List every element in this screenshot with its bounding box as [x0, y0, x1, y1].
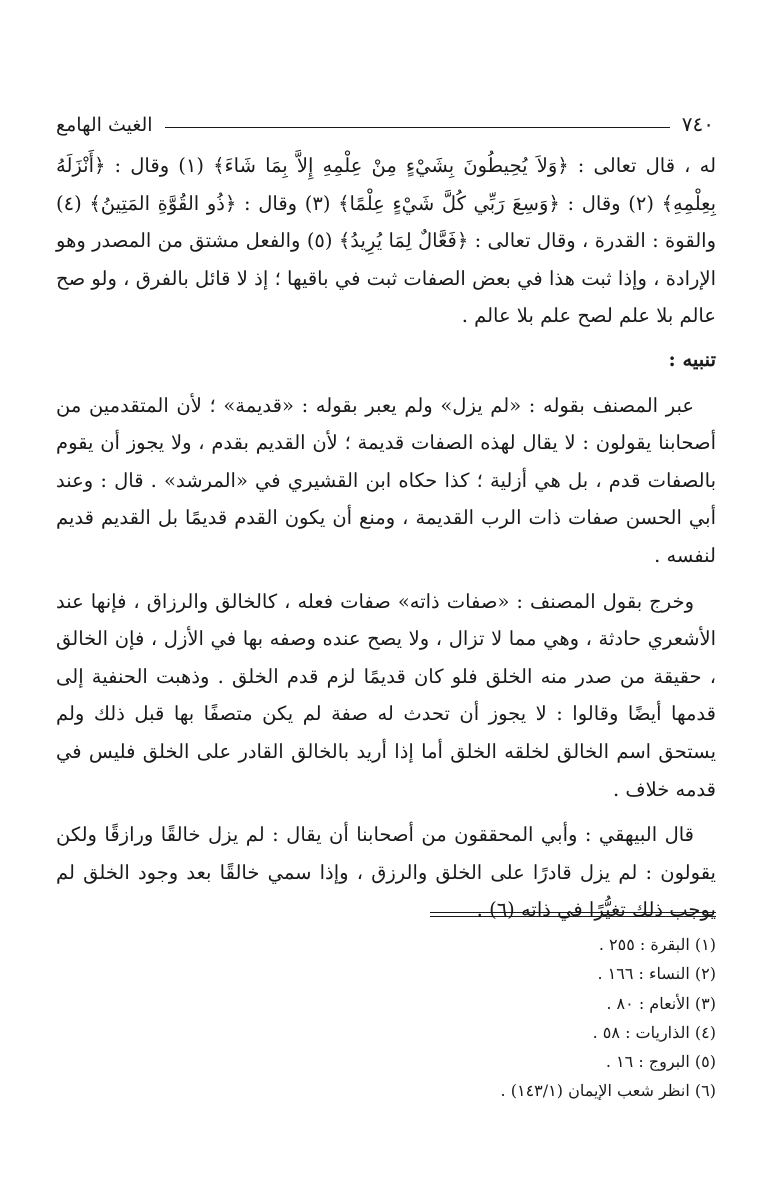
paragraph-1: له ، قال تعالى : ﴿وَلاَ يُحِيطُونَ بِشَيْءٍ مِنْ عِلْمِهِ إِلاَّ بِمَا شَاءَ﴾ (١) وقال : ﴿أَنْزَلَهُ بِعِلْمِهِ﴾ (٢) وقال : ﴿وَسِعَ رَبِّي كُلَّ شَيْءٍ عِلْمًا﴾ (٣) وقال : ﴿ذُو القُوَّةِ المَتِينُ﴾ (٤) والقوة : القدرة ، وقال تعالى : ﴿فَعَّالٌ لِمَا يُرِيدُ﴾ (٥) والفعل مشتق من المصدر وهو الإرادة ، وإذا ثبت هذا في بعض الصفات ثبت في باقيها ؛ إذ لا قائل بالفرق ، ولو صح عالم بلا علم لصح علم بلا عالم . [56, 154, 717, 328]
paragraph-2: عبر المصنف بقوله : «لم يزل» ولم يعبر بقوله : «قديمة» ؛ لأن المتقدمين من أصحابنا يقولون : لا يقال لهذه الصفات قديمة ؛ لأن القديم بقدم ، ولا يجوز أن يقوم بالصفات قدم ، بل هي أزلية ؛ كذا حكاه ابن القشيري في «المرشد» . قال : وعند أبي الحسن صفات ذات الرب القديمة ، ومنع أن يكون القدم قديمًا بل القديم قديم لنفسه . [56, 393, 716, 567]
paragraph-3: وخرج بقول المصنف : «صفات ذاته» صفات فعله ، كالخالق والرزاق ، فإنها عند الأشعري حادثة ، وهي مما لا تزال ، ولا يصح عنده وصفه بها في الأزل ، فإن الخالق ، حقيقة من صدر منه الخلق فلو كان قديمًا لزم قدم الخلق . وذهبت الحنفية إلى قدمها أيضًا وقالوا : لا يجوز أن تحدث له صفة لم يكن متصفًا بها قبل ذلك ولم يستحق اسم الخالق لخلقه الخلق أما إذا أريد بالخالق القادر على الخلق فليس في قدمه خلاف . [56, 589, 716, 801]
footnote-1: (١) البقرة : ٢٥٥ . [598, 935, 716, 954]
footnote-5: (٥) البروج : ١٦ . [605, 1052, 716, 1072]
main-text [56, 147, 716, 929]
paragraph-4: قال البيهقي : وأبي المحققون من أصحابنا أن يقال : لم يزل خالقًا ورازقًا ولكن يقولون : لم يزل قادرًا على الخلق والرزق ، وإذا سمي خالقًا بعد وجود الخلق لم يوجب ذلك تغيُّرًا في ذاته (٦) . [56, 823, 716, 922]
footnotes [300, 930, 716, 1106]
footnote-3: (٣) الأنعام : ٨٠ . [606, 993, 716, 1013]
footnote-6: (٦) انظر شعب الإيمان (١٤٣/١) . [500, 1081, 716, 1101]
footnote-2: (٢) النساء : ١٦٦ . [597, 964, 716, 984]
header-rule [165, 127, 670, 128]
running-title: الغيث الهامع [56, 114, 153, 136]
footnote-separator [430, 912, 716, 917]
page-header [56, 96, 714, 136]
section-heading: تنبيه : [668, 347, 716, 371]
page-number: ٧٤٠ [681, 112, 714, 136]
footnote-4: (٤) الذاريات : ٥٨ . [592, 1022, 716, 1042]
